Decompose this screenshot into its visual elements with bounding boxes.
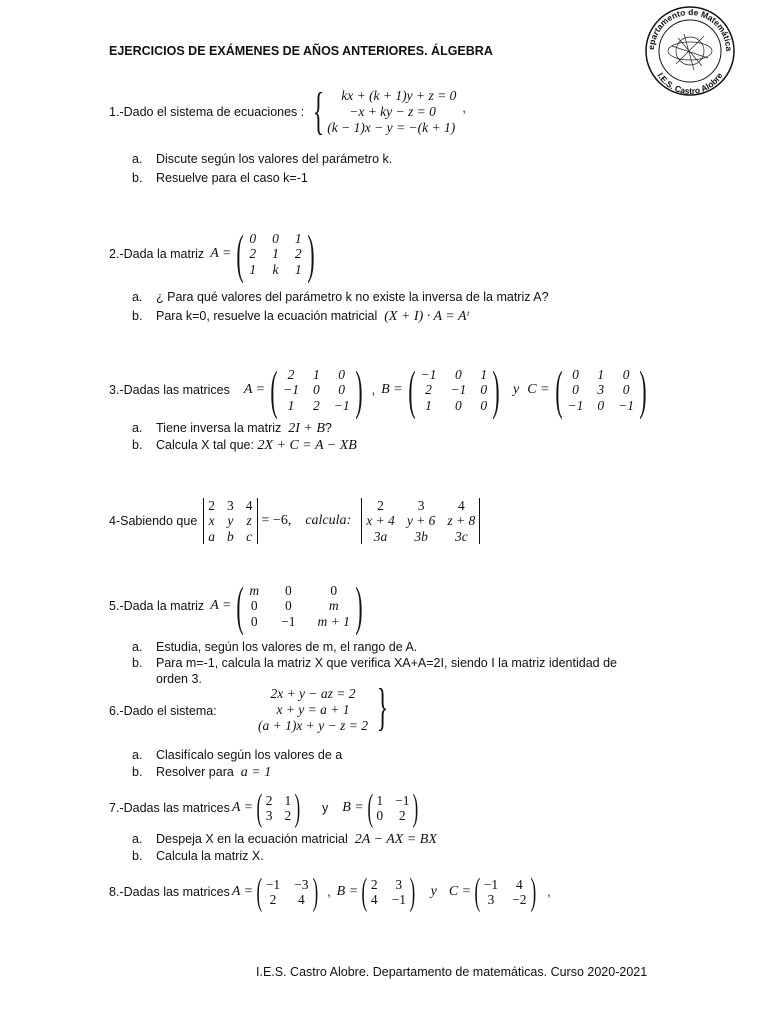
cell: 0: [597, 397, 605, 413]
ex3-A-name: A =: [243, 382, 266, 397]
ex6-eq1: 2x + y − az = 2: [270, 686, 356, 701]
cell: 1: [425, 397, 432, 413]
cell: 3: [227, 497, 234, 513]
ex7-B-name: B =: [342, 800, 364, 815]
cell: 3: [417, 497, 425, 513]
exercise-2: 2.-Dada la matriz A = ( 0 0 1 2 1 2 1 k 1 ): [109, 224, 315, 284]
cell: m: [328, 598, 339, 614]
ex3-intro: 3.-Dadas las matrices: [109, 383, 230, 397]
cell: x: [208, 513, 215, 529]
cell: −1: [450, 382, 467, 398]
cell: −1: [265, 876, 281, 892]
cell: 3: [597, 382, 605, 398]
cell: 0: [572, 366, 579, 382]
cell: −3: [294, 876, 309, 892]
cell: 2: [208, 497, 216, 513]
cell: x + 4: [366, 513, 395, 529]
cell: 0: [480, 382, 488, 398]
ex1-eq3: (k − 1)x − y = −(k + 1): [327, 120, 456, 135]
cell: 2: [370, 876, 378, 892]
cell: z: [246, 513, 252, 529]
stamp-top-text: epartamento de Matemática: [645, 6, 735, 52]
cell: 1: [287, 397, 295, 413]
department-stamp: [640, 6, 740, 96]
cell: −1: [483, 876, 499, 892]
cell: −1: [567, 397, 584, 413]
cell: −1: [281, 613, 296, 629]
cell: 0: [376, 808, 384, 823]
cell: 2: [287, 366, 295, 382]
cell: 2: [312, 397, 320, 413]
ex5-item-b-cont: orden 3.: [156, 672, 202, 686]
cell: 1: [597, 366, 605, 382]
cell: 0: [284, 582, 292, 598]
cell: 1: [376, 792, 384, 808]
cell: c: [246, 528, 253, 544]
stamp-bottom-text: I.E.S. Castro Alobre: [655, 70, 725, 96]
ex7-matrix-B: [376, 793, 409, 824]
cell: −1: [420, 366, 437, 382]
cell: 2: [377, 497, 384, 513]
ex5-intro: 5.-Dada la matriz: [109, 599, 205, 613]
ex7-a-math: 2A − AX = BX: [354, 832, 437, 847]
cell: 1: [294, 230, 302, 246]
cell: −1: [283, 382, 299, 398]
exercise-3: 3.-Dadas las matrices A = ( 2 1 0 −1 0 0 1 2 −1 ) , B = ( −1 0 1 2 −1 0 1 0 0 ) y C = ( 0 1 0 0 3 0 −1 0 −1 ): [109, 360, 647, 420]
cell: 0: [249, 230, 257, 246]
ex3-matrix-C: [568, 367, 635, 414]
cell: 2: [249, 246, 257, 262]
cell: 2: [265, 792, 273, 808]
cell: 1: [294, 261, 302, 277]
cell: k: [272, 261, 279, 277]
ex3-C-name: C =: [527, 382, 550, 397]
ex3-b-math: 2X + C = A − XB: [257, 438, 357, 453]
ex8-matrix-B: [371, 877, 406, 908]
ex5-matrix-name: A =: [210, 598, 232, 613]
ex8-B-name: B =: [336, 884, 359, 899]
cell: 0: [272, 230, 279, 246]
ex2-matrix-name: A =: [210, 246, 232, 261]
cell: 1: [284, 792, 292, 808]
ex8-y: y: [430, 884, 437, 899]
ex8-A-name: A =: [231, 884, 254, 899]
ex3-matrix-A: [283, 367, 350, 414]
ex7-A-name: A =: [231, 800, 254, 815]
cell: 4: [515, 876, 523, 892]
cell: 2: [284, 808, 292, 823]
ex1-eq1: kx + (k + 1)y + z = 0: [341, 88, 457, 103]
cell: 0: [455, 397, 462, 413]
ex3-matrix-B: [421, 367, 488, 414]
cell: 2: [294, 246, 302, 262]
ex4-determinant-1: [203, 498, 257, 545]
cell: 3: [265, 808, 273, 823]
cell: 0: [480, 397, 488, 413]
ex1-brace: {: [313, 83, 325, 140]
cell: 1: [272, 246, 279, 262]
ex8-matrix-C: [484, 877, 527, 908]
ex8-sep: ,: [327, 885, 331, 899]
cell: 3a: [373, 528, 388, 544]
ex1-intro: 1.-Dado el sistema de ecuaciones :: [109, 105, 305, 119]
cell: 4: [297, 892, 305, 907]
cell: 3: [395, 876, 403, 892]
cell: 0: [250, 613, 258, 629]
cell: 1: [249, 261, 257, 277]
ex5-matrix: [249, 583, 349, 630]
cell: z + 8: [447, 513, 476, 529]
ex4-intro: 4-Sabiendo que: [109, 514, 198, 528]
ex1-trailing-comma: ,: [462, 101, 466, 115]
cell: 0: [330, 582, 338, 598]
ex3-B-name: B =: [381, 382, 403, 397]
cell: −2: [512, 892, 527, 907]
cell: 1: [312, 366, 320, 382]
ex6-eq3: (a + 1)x + y − z = 2: [258, 718, 368, 733]
ex3-sep: ,: [371, 383, 376, 397]
cell: 2: [269, 892, 277, 907]
cell: 0: [250, 598, 258, 614]
ex8-matrix-A: [266, 877, 309, 908]
svg-text:I.E.S. Castro Alobre: [655, 70, 724, 96]
ex3-y: y: [513, 382, 520, 397]
ex3-a-math: 2I + B: [288, 421, 325, 436]
ex7-intro: 7.-Dadas las matrices: [109, 801, 230, 815]
ex6-eq2: x + y = a + 1: [276, 702, 350, 717]
ex2-intro: 2.-Dada la matriz: [109, 247, 205, 261]
ex4-determinant-2: [361, 498, 480, 545]
ex4-equals: = −6,: [261, 513, 292, 528]
ex6-brace: }: [376, 679, 389, 736]
exercise-7: 7.-Dadas las matrices A = ( 2 1 3 2 ) y B = ( 1 −1 0 2 ): [109, 787, 419, 829]
cell: −1: [333, 397, 350, 413]
page-title: EJERCICIOS DE EXÁMENES DE AÑOS ANTERIORES. ÁLGEBRA: [109, 44, 493, 58]
cell: 0: [284, 598, 292, 614]
cell: −1: [395, 792, 410, 808]
cell: 1: [480, 366, 488, 382]
cell: 4: [245, 497, 253, 513]
cell: 3b: [414, 528, 428, 544]
cell: 0: [338, 366, 346, 382]
cell: 0: [622, 382, 630, 398]
cell: 0: [312, 382, 320, 398]
ex1-eq2: −x + ky − z = 0: [349, 104, 436, 119]
exercise-8: 8.-Dadas las matrices A = ( −1 −3 2 4 ) , B = ( 2 3 4 −1 ) y C = ( −1 4 3 −2 ) ,: [109, 871, 551, 913]
exercise-4: [109, 497, 480, 545]
page-footer: I.E.S. Castro Alobre. Departamento de matemáticas. Curso 2020-2021: [256, 965, 648, 979]
ex8-intro: 8.-Dadas las matrices: [109, 885, 230, 899]
cell: 3c: [454, 528, 468, 544]
exercise-5: 5.-Dada la matriz A = ( m 0 0 0 0 m 0 −1 m + 1 ): [109, 576, 363, 636]
cell: b: [227, 528, 234, 544]
cell: a: [208, 528, 216, 544]
cell: 2: [425, 382, 432, 398]
cell: m + 1: [317, 613, 350, 629]
ex6-b-math: a = 1: [240, 765, 272, 780]
cell: 3: [487, 892, 495, 907]
cell: 4: [370, 892, 378, 907]
cell: −1: [391, 892, 406, 907]
cell: 0: [338, 382, 346, 398]
cell: −1: [618, 397, 635, 413]
cell: 2: [398, 808, 406, 823]
ex7-matrix-A: [266, 793, 292, 824]
ex2-matrix: [249, 231, 301, 278]
cell: m: [249, 582, 260, 598]
ex6-system: [248, 686, 378, 734]
ex4-calcula: calcula:: [305, 513, 352, 528]
ex8-C-name: C =: [448, 884, 472, 899]
cell: 0: [455, 366, 462, 382]
cell: 4: [457, 497, 465, 513]
ex2-b-math: (X + I) · A = Aᵗ: [384, 309, 469, 324]
ex1-system: [327, 88, 456, 136]
cell: 0: [572, 382, 579, 398]
ex6-intro: 6.-Dado el sistema:: [109, 704, 217, 718]
ex8-trailing-comma: ,: [547, 885, 551, 899]
exercise-1: [109, 83, 466, 140]
cell: y + 6: [406, 513, 436, 529]
ex7-y: y: [321, 801, 329, 815]
cell: y: [227, 513, 234, 529]
cell: 0: [622, 366, 630, 382]
